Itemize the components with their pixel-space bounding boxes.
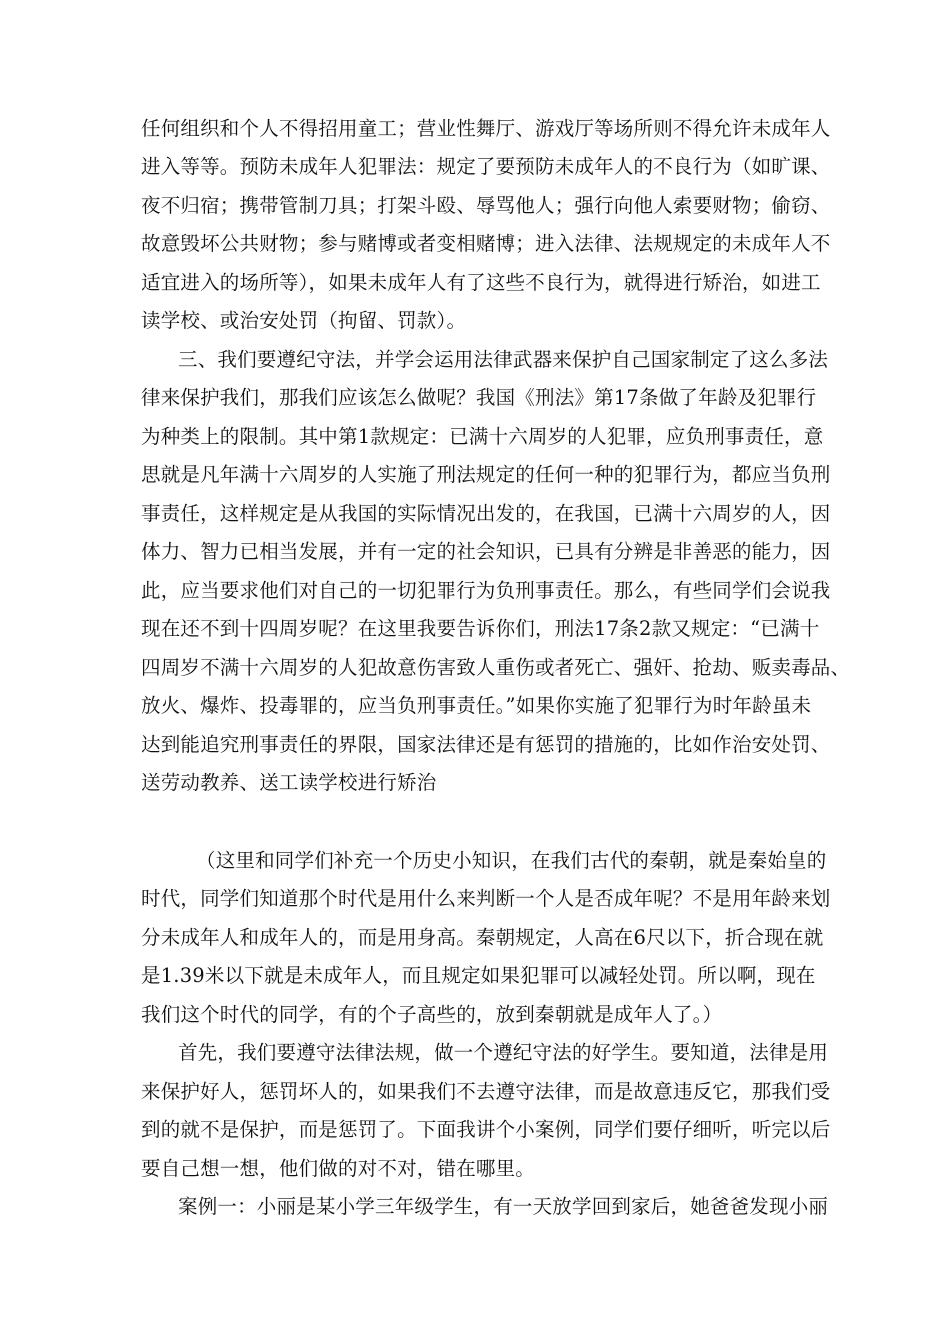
text-line: 到的就不是保护，而是惩罚了。下面我讲个小案例，同学们要仔细听，听完以后 — [141, 1118, 831, 1141]
text-line: 此，应当要求他们对自己的一切犯罪行为负刑事责任。那么，有些同学们会说我 — [141, 579, 831, 602]
text-line: 来保护好人，惩罚坏人的，如果我们不去遵守法律，而是故意违反它，那我们受 — [141, 1080, 831, 1103]
text-line: 我们这个时代的同学，有的个子高些的，放到秦朝就是成年人了。） — [141, 1003, 723, 1026]
text-line: 体力、智力已相当发展，并有一定的社会知识，已具有分辨是非善恶的能力，因 — [141, 540, 831, 563]
text-line: 分未成年人和成年人的，而是用身高。秦朝规定，人高在6尺以下，折合现在就 — [141, 926, 824, 949]
text-line: 读学校、或治安处罚（拘留、罚款）。 — [141, 309, 467, 332]
text-line: 时代，同学们知道那个时代是用什么来判断一个人是否成年呢？不是用年龄来划 — [141, 887, 831, 910]
text-line: 进入等等。预防未成年人犯罪法：规定了要预防未成年人的不良行为（如旷课、 — [141, 155, 831, 178]
text-line: 现在还不到十四周岁呢？在这里我要告诉你们，刑法17条2款又规定：“已满十 — [141, 617, 820, 640]
text-line: 放火、爆炸、投毒罪的，应当负刑事责任。”如果你实施了犯罪行为时年龄虽未 — [141, 694, 812, 717]
text-line: 故意毁坏公共财物；参与赌博或者变相赌博；进入法律、法规规定的未成年人不 — [141, 232, 831, 255]
text-line: 案例一：小丽是某小学三年级学生，有一天放学回到家后，她爸爸发现小丽 — [178, 1195, 829, 1218]
text-line: 事责任，这样规定是从我国的实际情况出发的，在我国，已满十六周岁的人，因 — [141, 502, 831, 525]
text-line: 任何组织和个人不得招用童工；营业性舞厅、游戏厅等场所则不得允许未成年人 — [141, 117, 831, 140]
text-line: 四周岁不满十六周岁的人犯故意伤害致人重伤或者死亡、强奸、抢劫、贩卖毒品、 — [141, 656, 851, 679]
text-line: 夜不归宿；携带管制刀具；打架斗殴、辱骂他人；强行向他人索要财物；偷窃、 — [141, 194, 831, 217]
text-line: 送劳动教养、送工读学校进行矫治 — [141, 771, 437, 794]
text-line: 适宜进入的场所等），如果未成年人有了这些不良行为，就得进行矫治，如进工 — [141, 271, 821, 294]
text-line: 要自己想一想，他们做的对不对，错在哪里。 — [141, 1157, 536, 1180]
text-line: 是1.39米以下就是未成年人，而且规定如果犯罪可以减轻处罚。所以啊，现在 — [141, 964, 816, 987]
text-line: 达到能追究刑事责任的界限，国家法律还是有惩罚的措施的，比如作治安处罚、 — [141, 733, 831, 756]
text-line: 首先，我们要遵守法律法规，做一个遵纪守法的好学生。要知道，法律是用 — [178, 1041, 829, 1064]
text-line: 思就是凡年满十六周岁的人实施了刑法规定的任何一种的犯罪行为，都应当负刑 — [141, 463, 831, 486]
text-line: 律来保护我们，那我们应该怎么做呢？我国《刑法》第17条做了年龄及犯罪行 — [141, 386, 817, 409]
text-line: 三、我们要遵纪守法，并学会运用法律武器来保护自己国家制定了这么多法 — [178, 348, 829, 371]
text-line: （这里和同学们补充一个历史小知识，在我们古代的秦朝，就是秦始皇的 — [196, 849, 827, 872]
text-line: 为种类上的限制。其中第1款规定：已满十六周岁的人犯罪，应负刑事责任，意 — [141, 425, 824, 448]
